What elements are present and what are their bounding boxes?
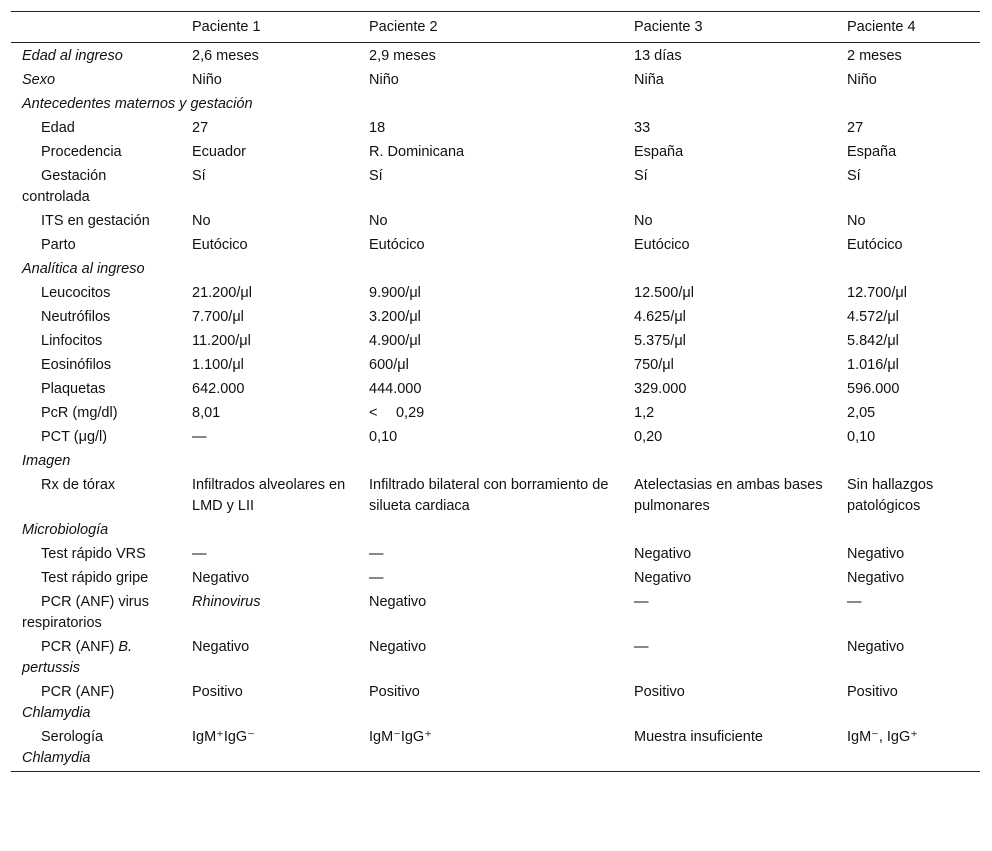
- cell: Niño: [192, 72, 222, 88]
- cell: Niña: [634, 72, 664, 88]
- row-label: Linfocitos: [41, 333, 103, 349]
- cell: 2 meses: [847, 48, 902, 64]
- row-plaquetas: [11, 378, 980, 402]
- row-label: Edad al ingreso: [22, 48, 123, 64]
- cell: 21.200/μl: [192, 285, 252, 301]
- row-leucocitos: [11, 282, 980, 306]
- row-label: Neutrófilos: [41, 309, 111, 325]
- cell: Negativo: [847, 546, 905, 562]
- cell: —: [634, 639, 649, 655]
- cell: —: [192, 429, 207, 445]
- cell: Negativo: [847, 639, 905, 655]
- cell: 0,10: [369, 429, 398, 445]
- cell: 329.000: [634, 381, 687, 397]
- cell: 4.625/μl: [634, 309, 686, 325]
- cell: Infiltrado bilateral con borramiento de silueta cardiaca: [369, 477, 609, 514]
- section-analitica: [11, 258, 980, 282]
- cell: 4.572/μl: [847, 309, 899, 325]
- cell: 1.100/μl: [192, 357, 244, 373]
- row-its: [11, 210, 980, 234]
- cell: IgM⁻, IgG⁺: [847, 729, 918, 745]
- cell: España: [634, 144, 684, 160]
- cell: Negativo: [369, 594, 427, 610]
- cell: 7.700/μl: [192, 309, 244, 325]
- cell: Positivo: [369, 684, 420, 700]
- cell: Niño: [369, 72, 399, 88]
- row-label-prefix: PCR (ANF): [41, 684, 115, 700]
- row-label: Leucocitos: [41, 285, 111, 301]
- row-label: Eosinófilos: [41, 357, 112, 373]
- table-header-row: [11, 12, 980, 43]
- section-imagen: [11, 450, 980, 474]
- row-neutrofilos: [11, 306, 980, 330]
- cell: 11.200/μl: [192, 333, 251, 349]
- cell: 12.500/μl: [634, 285, 694, 301]
- cell: 5.842/μl: [847, 333, 899, 349]
- cell: España: [847, 144, 897, 160]
- cell: 600/μl: [369, 357, 409, 373]
- section-microbiologia: [11, 519, 980, 543]
- cell: Positivo: [634, 684, 685, 700]
- cell: 0,10: [847, 429, 876, 445]
- cell: Negativo: [192, 639, 250, 655]
- cell: Positivo: [847, 684, 898, 700]
- row-label: Rx de tórax: [41, 477, 116, 493]
- cell: Negativo: [369, 639, 427, 655]
- cell: 3.200/μl: [369, 309, 421, 325]
- row-sexo: [11, 69, 980, 93]
- cell: Eutócico: [192, 237, 248, 253]
- row-eosinofilos: [11, 354, 980, 378]
- section-label: Antecedentes maternos y gestación: [22, 96, 253, 112]
- cell: IgM⁻IgG⁺: [369, 729, 432, 745]
- section-antecedentes: [11, 93, 980, 117]
- cell: 596.000: [847, 381, 900, 397]
- row-label: Test rápido gripe: [41, 570, 149, 586]
- cell: 1,2: [634, 405, 655, 421]
- cell: —: [634, 594, 649, 610]
- header-paciente-1: Paciente 1: [192, 19, 261, 35]
- cell: No: [192, 213, 211, 229]
- row-label: ITS en gestación: [41, 213, 150, 229]
- cell: Infiltrados alveolares en LMD y LII: [192, 477, 346, 514]
- row-pct: [11, 426, 980, 450]
- row-label: [11, 726, 182, 772]
- cell: 2,6 meses: [192, 48, 259, 64]
- cell: R. Dominicana: [369, 144, 465, 160]
- cell: 4.900/μl: [369, 333, 421, 349]
- cell: 750/μl: [634, 357, 674, 373]
- row-pcr-pertussis: [11, 636, 980, 681]
- cell: 33: [634, 120, 651, 136]
- header-paciente-3: Paciente 3: [634, 19, 703, 35]
- cell: 642.000: [192, 381, 245, 397]
- row-label: Plaquetas: [41, 381, 106, 397]
- row-vrs: [11, 543, 980, 567]
- row-pcr-chlamydia: [11, 681, 980, 726]
- row-label: Procedencia: [41, 144, 122, 160]
- cell: Eutócico: [847, 237, 903, 253]
- header-paciente-2: Paciente 2: [369, 19, 438, 35]
- patients-table-wrapper: [11, 11, 980, 772]
- cell: 13 días: [634, 48, 682, 64]
- row-serologia: [11, 726, 980, 772]
- cell: Rhinovirus: [192, 594, 261, 610]
- cell: 5.375/μl: [634, 333, 686, 349]
- cell: 2,05: [847, 405, 876, 421]
- cell: Niño: [847, 72, 877, 88]
- cell: 2,9 meses: [369, 48, 436, 64]
- cell: Eutócico: [634, 237, 690, 253]
- cell: —: [369, 570, 384, 586]
- row-label: PcR (mg/dl): [41, 405, 118, 421]
- cell: No: [847, 213, 866, 229]
- cell: Negativo: [192, 570, 250, 586]
- cell: Sin hallazgos patológicos: [847, 477, 934, 514]
- cell: 27: [847, 120, 864, 136]
- row-label: Edad: [41, 120, 75, 136]
- cell: 9.900/μl: [369, 285, 421, 301]
- cell: 1.016/μl: [847, 357, 899, 373]
- row-pcr-virus: [11, 591, 980, 636]
- cell: No: [634, 213, 653, 229]
- cell: Sí: [192, 168, 206, 184]
- row-label-prefix: PCR (ANF): [41, 639, 119, 655]
- row-label: Parto: [41, 237, 76, 253]
- row-parto: [11, 234, 980, 258]
- cell: < 0,29: [369, 405, 425, 421]
- cell: —: [369, 546, 384, 562]
- row-rx: [11, 474, 980, 519]
- cell: Sí: [634, 168, 648, 184]
- row-label: PCR (ANF) virus respiratorios: [22, 594, 149, 631]
- row-label: [11, 681, 182, 726]
- section-label: Analítica al ingreso: [22, 261, 145, 277]
- cell: No: [369, 213, 388, 229]
- row-procedencia: [11, 141, 980, 165]
- cell: —: [847, 594, 862, 610]
- cell: Sí: [847, 168, 861, 184]
- row-label: Test rápido VRS: [41, 546, 146, 562]
- cell: Eutócico: [369, 237, 425, 253]
- cell: Negativo: [634, 570, 692, 586]
- row-edad: [11, 117, 980, 141]
- cell: Negativo: [847, 570, 905, 586]
- row-label: [11, 636, 182, 681]
- cell: 27: [192, 120, 209, 136]
- section-label: Imagen: [22, 453, 71, 469]
- row-label-italic: Chlamydia: [22, 750, 91, 766]
- cell: IgM⁺IgG⁻: [192, 729, 255, 745]
- row-label-italic: B. pertussis: [22, 639, 133, 676]
- cell: Atelectasias en ambas bases pulmonares: [634, 477, 823, 514]
- header-paciente-4: Paciente 4: [847, 19, 916, 35]
- cell: Muestra insuficiente: [634, 729, 763, 745]
- cell: 12.700/μl: [847, 285, 907, 301]
- cell: Negativo: [634, 546, 692, 562]
- cell: 444.000: [369, 381, 422, 397]
- cell: Ecuador: [192, 144, 247, 160]
- row-pcr-mg: [11, 402, 980, 426]
- cell: 0,20: [634, 429, 663, 445]
- row-label: Sexo: [22, 72, 56, 88]
- row-gripe: [11, 567, 980, 591]
- row-linfocitos: [11, 330, 980, 354]
- cell: 18: [369, 120, 386, 136]
- cell: —: [192, 546, 207, 562]
- row-edad-ingreso: [11, 43, 980, 70]
- row-label: Gestación controlada: [22, 168, 107, 205]
- cell: Sí: [369, 168, 383, 184]
- row-gestacion: [11, 165, 980, 210]
- cell: 8,01: [192, 405, 221, 421]
- row-label: PCT (μg/l): [41, 429, 108, 445]
- section-label: Microbiología: [22, 522, 109, 538]
- patients-table: [11, 11, 980, 772]
- row-label-prefix: Serología: [41, 729, 104, 745]
- cell: Positivo: [192, 684, 243, 700]
- header-empty: [11, 12, 182, 43]
- row-label-italic: Chlamydia: [22, 705, 91, 721]
